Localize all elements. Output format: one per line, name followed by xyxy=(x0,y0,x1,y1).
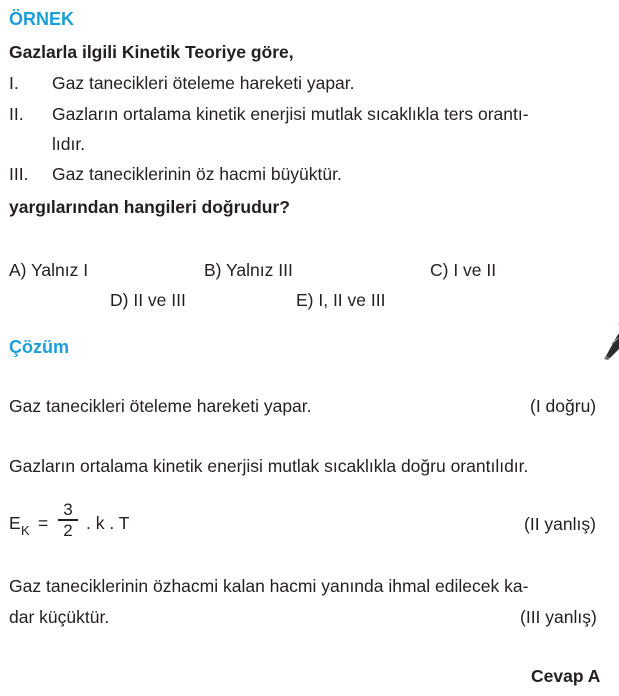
formula-subscript: K xyxy=(21,523,30,538)
option-a[interactable]: A) Yalnız I xyxy=(9,260,89,280)
statement-1-text: Gaz tanecikleri öteleme hareketi yapar. xyxy=(52,73,355,93)
verdict-3: (III yanlış) xyxy=(520,607,597,627)
fraction-numerator: 3 xyxy=(63,500,73,519)
solution-line-3: Gaz taneciklerinin özhacmi kalan hacmi yanında ihmal edilecek ka- xyxy=(9,576,529,596)
option-d[interactable]: D) II ve III xyxy=(110,290,186,310)
pen-icon xyxy=(598,322,619,362)
statement-2-number: II. xyxy=(9,104,24,124)
example-heading: ÖRNEK xyxy=(9,9,75,29)
verdict-2: (II yanlış) xyxy=(524,514,596,534)
fraction-denominator: 2 xyxy=(63,520,73,540)
statement-1-number: I. xyxy=(9,73,19,93)
solution-line-2: Gazların ortalama kinetik enerjisi mutlak sıcaklıkla doğru orantılıdır. xyxy=(9,456,529,476)
formula-equals: = xyxy=(38,513,49,533)
statement-2-text-continued: lıdır. xyxy=(52,134,86,154)
formula-lhs: E xyxy=(9,513,21,533)
question-intro: Gazlarla ilgili Kinetik Teoriye göre, xyxy=(9,42,294,62)
statement-3-text: Gaz taneciklerinin öz hacmi büyüktür. xyxy=(52,164,342,184)
formula-fraction xyxy=(58,500,78,540)
verdict-1: (I doğru) xyxy=(530,396,597,416)
solution-line-1: Gaz tanecikleri öteleme hareketi yapar. xyxy=(9,396,312,416)
statement-2-text: Gazların ortalama kinetik enerjisi mutlak sıcaklıkla ters orantı- xyxy=(52,104,529,124)
statement-3-number: III. xyxy=(9,164,29,184)
option-b[interactable]: B) Yalnız III xyxy=(204,260,293,280)
option-e[interactable]: E) I, II ve III xyxy=(296,290,386,310)
question-text: yargılarından hangileri doğrudur? xyxy=(9,197,290,217)
solution-line-3-continued: dar küçüktür. xyxy=(9,607,110,627)
option-c[interactable]: C) I ve II xyxy=(430,260,497,280)
formula-rest: . k . T xyxy=(86,513,130,533)
answer-label: Cevap A xyxy=(531,666,601,686)
solution-heading: Çözüm xyxy=(9,337,69,357)
